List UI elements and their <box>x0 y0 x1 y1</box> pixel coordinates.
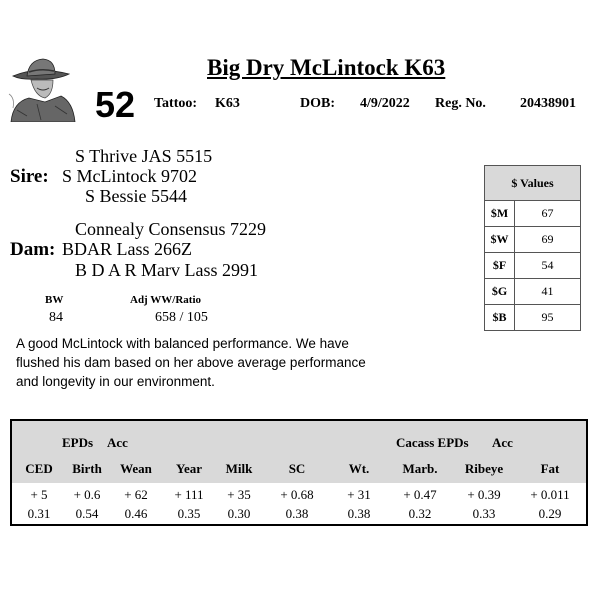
sire-sire: S Thrive JAS 5515 <box>75 146 213 166</box>
dollar-value: 54 <box>515 253 581 279</box>
dollar-row <box>485 227 581 253</box>
dollar-key: $M <box>485 201 515 227</box>
animal-name: Big Dry McLintock K63 <box>207 55 446 80</box>
epd-accuracy: 0.31 <box>27 506 51 521</box>
epd-group-label: EPDs <box>62 435 94 450</box>
epd-accuracy: 0.54 <box>75 506 99 521</box>
cowboy-logo <box>7 54 77 122</box>
epd-value: + 35 <box>227 487 251 502</box>
bw-label: BW <box>45 294 64 306</box>
dollar-row <box>485 201 581 227</box>
epd-accuracy: 0.33 <box>472 506 496 521</box>
dollar-value: 95 <box>515 305 581 331</box>
sire-dam: S Bessie 5544 <box>85 186 188 206</box>
epd-column-header: CED <box>25 461 53 476</box>
dam-name: BDAR Lass 266Z <box>62 239 192 259</box>
epd-value: + 0.6 <box>73 487 101 502</box>
adj-ww-label: Adj WW/Ratio <box>130 294 201 306</box>
epd-column-header: Milk <box>225 461 253 476</box>
dollar-key: $W <box>485 227 515 253</box>
epd-value: + 0.011 <box>530 487 570 502</box>
epd-value: + 0.39 <box>467 487 501 502</box>
dollar-value: 41 <box>515 279 581 305</box>
epd-column-header: Fat <box>540 461 560 476</box>
epd-value: + 31 <box>347 487 371 502</box>
reg-value: 20438901 <box>520 96 576 111</box>
dollar-value: 69 <box>515 227 581 253</box>
dollar-values-table <box>484 165 581 331</box>
reg-label: Reg. No. <box>435 96 486 111</box>
lot-number: 52 <box>95 84 136 125</box>
epd-column-header: Marb. <box>402 461 438 476</box>
dollar-values-header: $ Values <box>485 166 581 201</box>
epd-accuracy: 0.38 <box>347 506 371 521</box>
epd-acc-label: Acc <box>107 435 128 450</box>
dollar-key: $F <box>485 253 515 279</box>
epd-accuracy: 0.30 <box>227 506 251 521</box>
epd-panel <box>10 419 588 526</box>
epd-column-header: Year <box>176 461 202 476</box>
dam-sire: Connealy Consensus 7229 <box>75 219 266 239</box>
dob-value: 4/9/2022 <box>360 96 410 111</box>
epd-accuracy: 0.35 <box>177 506 201 521</box>
epd-accuracy: 0.46 <box>124 506 148 521</box>
epd-value: + 111 <box>174 487 204 502</box>
dollar-row <box>485 305 581 331</box>
tattoo-label: Tattoo: <box>154 96 198 111</box>
bw-value: 84 <box>49 310 63 325</box>
dollar-value: 67 <box>515 201 581 227</box>
description-text: A good McLintock with balanced performance. We have flushed his dam based on her above average performance and longevity in our environment. <box>16 336 366 389</box>
adj-ww-value: 658 / 105 <box>155 310 208 325</box>
epd-accuracy: 0.29 <box>538 506 562 521</box>
sire-label: Sire: <box>10 166 49 187</box>
dob-label: DOB: <box>300 96 335 111</box>
dollar-row <box>485 253 581 279</box>
dam-dam: B D A R Marv Lass 2991 <box>75 260 259 280</box>
epd-value: + 5 <box>30 487 48 502</box>
epd-column-header: Ribeye <box>464 461 504 476</box>
carcass-acc-label: Acc <box>492 435 513 450</box>
epd-column-header: Wean <box>120 461 152 476</box>
epd-value: + 62 <box>124 487 148 502</box>
epd-value: + 0.47 <box>403 487 437 502</box>
epd-column-header: SC <box>288 461 306 476</box>
dollar-key: $G <box>485 279 515 305</box>
epd-column-header: Birth <box>72 461 102 476</box>
epd-accuracy: 0.32 <box>408 506 432 521</box>
epd-accuracy: 0.38 <box>285 506 309 521</box>
tattoo-value: K63 <box>215 96 240 111</box>
carcass-group-label: Cacass EPDs <box>396 435 469 450</box>
dollar-row <box>485 279 581 305</box>
dam-label: Dam: <box>10 239 56 260</box>
dollar-key: $B <box>485 305 515 331</box>
epd-column-header: Wt. <box>348 461 370 476</box>
sire-name: S McLintock 9702 <box>62 166 197 186</box>
epd-value: + 0.68 <box>280 487 314 502</box>
